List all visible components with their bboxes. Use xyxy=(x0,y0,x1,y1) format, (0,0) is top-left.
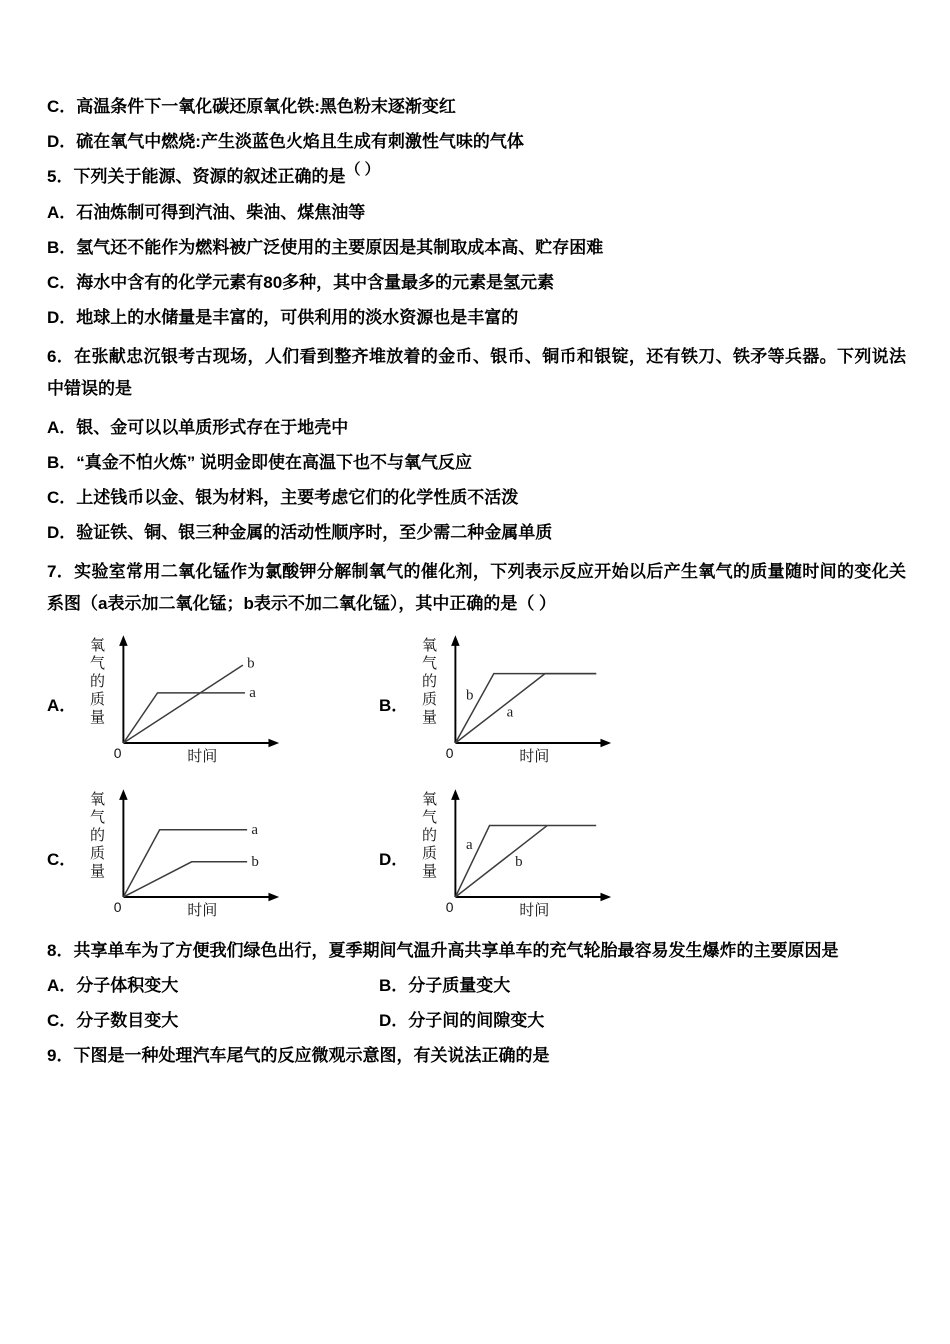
x-axis-arrow-icon xyxy=(268,893,279,902)
curve-b xyxy=(123,862,247,897)
question-8-stem: 8．共享单车为了方便我们绿色出行，夏季期间气温升高共享单车的充气轮胎最容易发生爆炸的主要原因是 xyxy=(47,941,839,960)
question-8-option-b: B．分子质量变大 xyxy=(379,976,511,995)
question-8-option-d: D．分子间的间隙变大 xyxy=(379,1011,545,1030)
curve-b xyxy=(123,665,242,743)
x-axis-arrow-icon xyxy=(268,739,279,748)
curve-a xyxy=(123,693,245,743)
curve-a-label: a xyxy=(251,822,259,839)
graph-option-b xyxy=(379,631,711,775)
time-axis-label: 时间 xyxy=(519,748,550,766)
curve-b-label: b xyxy=(466,687,474,704)
time-axis-label: 时间 xyxy=(519,902,550,920)
time-axis-label: 时间 xyxy=(187,902,218,920)
curve-b-label: b xyxy=(515,854,523,871)
graph-option-a xyxy=(47,631,379,775)
question-6-option-b: B．“真金不怕火炼” 说明金即使在高温下也不与氧气反应 xyxy=(47,453,472,472)
question-7-graph-row-1 xyxy=(47,631,906,775)
curve-b-label: b xyxy=(251,854,259,871)
curve-a xyxy=(455,674,596,743)
oxygen-mass-axis-label: 氧气的质量 xyxy=(88,637,106,727)
curve-a-label: a xyxy=(466,837,473,853)
question-7-stem: 7．实验室常用二氧化锰作为氯酸钾分解制氧气的催化剂，下列表示反应开始以后产生氧气的质量随时间的变化关系图（a表示加二氧化锰；b表示不加二氧化锰），其中正确的是（ ） xyxy=(47,562,906,613)
oxygen-mass-axis-label: 氧气的质量 xyxy=(420,637,438,727)
question-6-option-a: A．银、金可以以单质形式存在于地壳中 xyxy=(47,418,349,437)
question-8-option-c: C．分子数目变大 xyxy=(47,1011,179,1030)
y-axis-arrow-icon xyxy=(451,635,460,646)
graph-option-d-letter: D． xyxy=(379,849,409,869)
origin-label: 0 xyxy=(445,898,454,915)
curve-b xyxy=(455,674,596,743)
y-axis-arrow-icon xyxy=(119,789,128,800)
question-5-option-b: B．氢气还不能作为燃料被广泛使用的主要原因是其制取成本高、贮存困难 xyxy=(47,238,604,257)
curve-b-label: b xyxy=(247,655,255,672)
question-4-option-c: C．高温条件下一氧化碳还原氧化铁:黑色粉末逐渐变红 xyxy=(47,97,456,116)
origin-label: 0 xyxy=(113,898,122,915)
question-5-stem xyxy=(47,161,906,190)
graph-option-a-letter: A． xyxy=(47,695,77,715)
question-6-stem: 6．在张献忠沉银考古现场，人们看到整齐堆放着的金币、银币、铜币和银锭，还有铁刀、铁矛等兵器。下列说法中错误的是 xyxy=(47,347,906,398)
graph-option-d xyxy=(379,785,711,929)
graph-option-c-letter: C． xyxy=(47,849,77,869)
graph-c-plot xyxy=(106,785,288,929)
graph-b-plot xyxy=(438,631,620,775)
question-7-graph-row-2 xyxy=(47,785,906,929)
question-5-option-a: A．石油炼制可得到汽油、柴油、煤焦油等 xyxy=(47,203,366,222)
question-5-answer-blank: （ ） xyxy=(345,161,380,178)
question-6-option-d: D．验证铁、铜、银三种金属的活动性顺序时，至少需二种金属单质 xyxy=(47,523,553,542)
y-axis-arrow-icon xyxy=(451,789,460,800)
question-4-option-d: D．硫在氧气中燃烧:产生淡蓝色火焰且生成有刺激性气味的气体 xyxy=(47,132,524,151)
curve-a xyxy=(455,826,596,897)
curve-a-label: a xyxy=(506,704,514,721)
question-5-stem-text: 5．下列关于能源、资源的叙述正确的是 xyxy=(47,167,346,186)
question-8-option-a: A．分子体积变大 xyxy=(47,976,179,995)
question-9-stem: 9．下图是一种处理汽车尾气的反应微观示意图，有关说法正确的是 xyxy=(47,1046,550,1065)
graph-a-plot xyxy=(106,631,288,775)
origin-label: 0 xyxy=(113,744,122,761)
graph-option-c xyxy=(47,785,379,929)
question-8-options-row-1 xyxy=(47,974,906,998)
question-5-option-c: C．海水中含有的化学元素有80多种，其中含量最多的元素是氢元素 xyxy=(47,273,555,292)
question-8-options-row-2 xyxy=(47,1009,906,1033)
y-axis-arrow-icon xyxy=(119,635,128,646)
curve-a-label: a xyxy=(249,685,256,702)
graph-option-b-letter: B． xyxy=(379,695,409,715)
question-6-option-c: C．上述钱币以金、银为材料，主要考虑它们的化学性质不活泼 xyxy=(47,488,519,507)
x-axis-arrow-icon xyxy=(600,893,611,902)
graph-d-plot xyxy=(438,785,620,929)
origin-label: 0 xyxy=(445,744,454,761)
oxygen-mass-axis-label: 氧气的质量 xyxy=(420,791,438,881)
time-axis-label: 时间 xyxy=(187,748,218,766)
oxygen-mass-axis-label: 氧气的质量 xyxy=(88,791,106,881)
x-axis-arrow-icon xyxy=(600,739,611,748)
question-5-option-d: D．地球上的水储量是丰富的，可供利用的淡水资源也是丰富的 xyxy=(47,308,519,327)
